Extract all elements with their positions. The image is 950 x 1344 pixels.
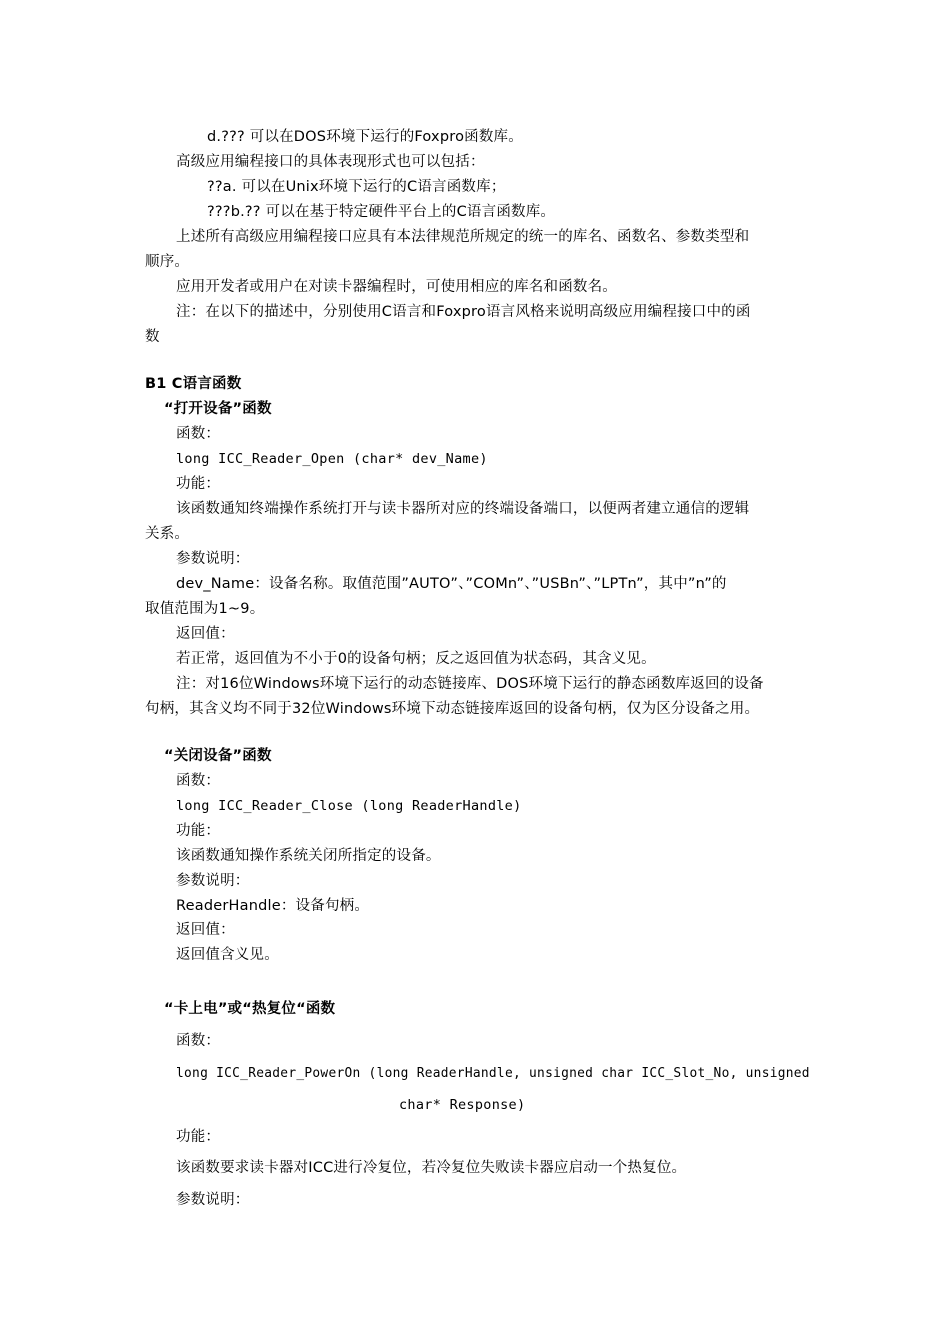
field-label: 参数说明： — [176, 551, 250, 567]
field-label: 函数： — [176, 1033, 221, 1049]
paragraph-line: 取值范围为1~9。 — [145, 601, 265, 617]
note-line: 注：对16位Windows环境下运行的动态链接库、DOS环境下运行的静态函数库返回的设备 — [176, 676, 764, 692]
list-item-b: ???b.?? 可以在基于特定硬件平台上的C语言函数库。 — [207, 204, 556, 220]
field-label: 返回值： — [176, 626, 235, 642]
field-label: 功能： — [176, 476, 221, 492]
field-label: 参数说明： — [176, 873, 250, 889]
paragraph-line: 该函数要求读卡器对ICC进行冷复位，若冷复位失败读卡器应启动一个热复位。 — [176, 1160, 687, 1176]
list-item-a: ??a. 可以在Unix环境下运行的C语言函数库； — [207, 179, 506, 195]
function-signature: long ICC_Reader_Close (long ReaderHandle) — [176, 798, 522, 814]
field-label: 函数： — [176, 426, 221, 442]
note-line: 数 — [145, 329, 160, 345]
paragraph-line: 顺序。 — [145, 254, 190, 270]
paragraph-line: 该函数通知操作系统关闭所指定的设备。 — [176, 848, 441, 864]
note-line: 注：在以下的描述中，分别使用C语言和Foxpro语言风格来说明高级应用编程接口中的函 — [176, 304, 751, 320]
note-line: 句柄，其含义均不同于32位Windows环境下动态链接库返回的设备句柄，仅为区分设备之用。 — [145, 701, 760, 717]
paragraph-line: ReaderHandle：设备句柄。 — [176, 898, 370, 914]
paragraph-line: 上述所有高级应用编程接口应具有本法律规范所规定的统一的库名、函数名、参数类型和 — [176, 229, 750, 245]
paragraph-line: 关系。 — [145, 526, 190, 542]
paragraph-line: 返回值含义见。 — [176, 947, 279, 963]
field-label: 功能： — [176, 1129, 221, 1145]
paragraph-line: dev_Name：设备名称。取值范围”AUTO”、”COMn”、”USBn”、”LPTn”，其中”n”的 — [176, 576, 727, 592]
function-heading: “关闭设备”函数 — [164, 748, 272, 764]
field-label: 函数： — [176, 773, 221, 789]
field-label: 返回值： — [176, 922, 235, 938]
function-heading: “卡上电”或“热复位“函数 — [164, 1001, 336, 1017]
paragraph-line: 该函数通知终端操作系统打开与读卡器所对应的终端设备端口，以便两者建立通信的逻辑 — [176, 501, 750, 517]
section-title: B1 C语言函数 — [145, 376, 242, 392]
list-item-d: d.??? 可以在DOS环境下运行的Foxpro函数库。 — [207, 129, 523, 145]
function-signature: long ICC_Reader_Open (char* dev_Name) — [176, 451, 488, 467]
field-label: 参数说明： — [176, 1192, 250, 1208]
paragraph-heading: 高级应用编程接口的具体表现形式也可以包括： — [176, 154, 485, 170]
paragraph-line: 若正常，返回值为不小于0的设备句柄；反之返回值为状态码，其含义见。 — [176, 651, 656, 667]
paragraph-line: 应用开发者或用户在对读卡器编程时，可使用相应的库名和函数名。 — [176, 279, 617, 295]
function-signature: long ICC_Reader_PowerOn (long ReaderHandle, unsigned char ICC_Slot_No, unsigned — [176, 1065, 810, 1081]
function-signature: char* Response) — [399, 1097, 526, 1113]
field-label: 功能： — [176, 823, 221, 839]
function-heading: “打开设备”函数 — [164, 401, 272, 417]
